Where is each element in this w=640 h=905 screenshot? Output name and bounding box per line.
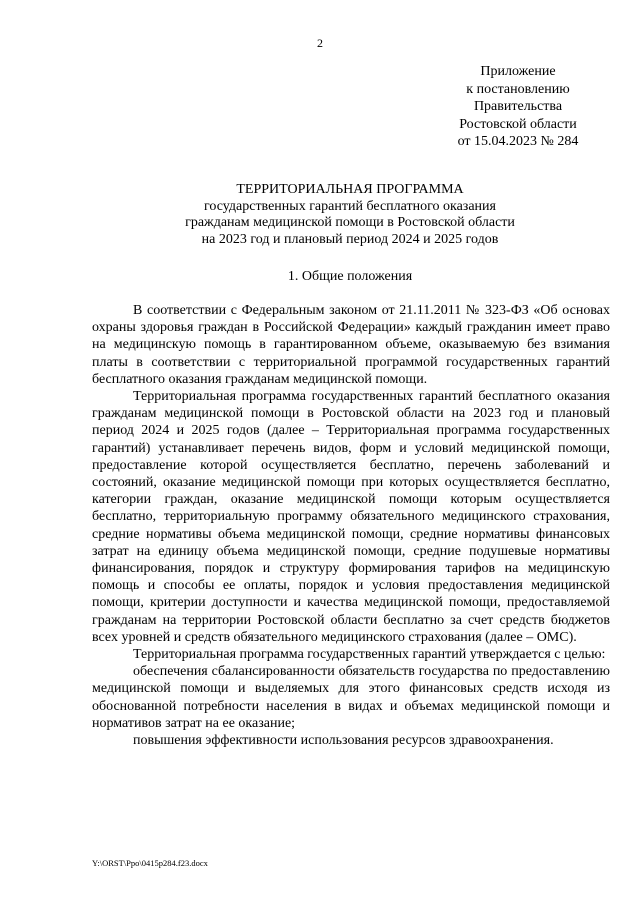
- program-title: [60, 182, 640, 248]
- appendix-line: к постановлению: [466, 81, 570, 97]
- appendix-line: Правительства: [473, 99, 563, 114]
- paragraph: В соответствии с Федеральным законом от 21.11.2011 № 323-ФЗ «Об основах охраны здоровья граждан в Российской Федерации» каждый гражданин имеет право на медицинскую помощь в гарантированном объеме, оказываемую без взимания платы в соответствии с территориальной программой государственных гарантий бесплатного оказания гражданам медицинской помощи.: [92, 303, 610, 387]
- program-title-line: государственных гарантий бесплатного оказания: [204, 198, 496, 214]
- paragraph: Территориальная программа государственных гарантий бесплатного оказания гражданам медицинской помощи в Ростовской области на 2023 год и плановый период 2024 и 2025 годов (далее – Территориальная программа государственных гарантий) устанавливает перечень видов, форм и условий медицинской помощи, предоставление которой осуществляется бесплатно, перечень заболеваний и состояний, оказание медицинской помощи при которых осуществляется бесплатно, категории граждан, оказание медицинской помощи которым осуществляется бесплатно, территориальную программу обязательного медицинского страхования, средние нормативы объема медицинской помощи, средние нормативы финансовых затрат на единицу объема медицинской помощи, средние подушевые нормативы финансирования, порядок и структуру формирования тарифов на медицинскую помощь и способы ее оплаты, порядок и условия предоставления медицинской помощи, критерии доступности и качества медицинской помощи, предоставляемой гражданам на территории Ростовской области бесплатно за счет средств бюджетов всех уровней и средств обязательного медицинского страхования (далее – ОМС).: [92, 389, 610, 645]
- appendix-line: от 15.04.2023 № 284: [457, 134, 579, 149]
- program-title-line: на 2023 год и плановый период 2024 и 2025 годов: [201, 231, 499, 247]
- section-heading: 1. Общие положения: [287, 269, 413, 284]
- goal-item: повышения эффективности использования ресурсов здравоохранения.: [133, 733, 554, 749]
- page-number: 2: [317, 36, 323, 50]
- footer-file-path: Y:\ORST\Ppo\0415p284.f23.docx: [92, 858, 208, 868]
- program-title-line: гражданам медицинской помощи в Ростовской области: [185, 215, 515, 230]
- goal-item: обеспечения сбалансированности обязательств государства по предоставлению медицинской помощи и выделяемых для этого финансовых средств исходя из обоснованной потребности населения в видах и объемах медицинской помощи и нормативов затрат на ее оказание;: [92, 664, 610, 731]
- appendix-line: Приложение: [480, 64, 556, 79]
- document-body: [92, 302, 610, 749]
- appendix-line: Ростовской области: [459, 116, 577, 132]
- program-title-heading: ТЕРРИТОРИАЛЬНАЯ ПРОГРАММА: [236, 182, 464, 197]
- paragraph: Территориальная программа государственных гарантий утверждается с целью:: [133, 647, 606, 663]
- appendix-block: [410, 63, 626, 151]
